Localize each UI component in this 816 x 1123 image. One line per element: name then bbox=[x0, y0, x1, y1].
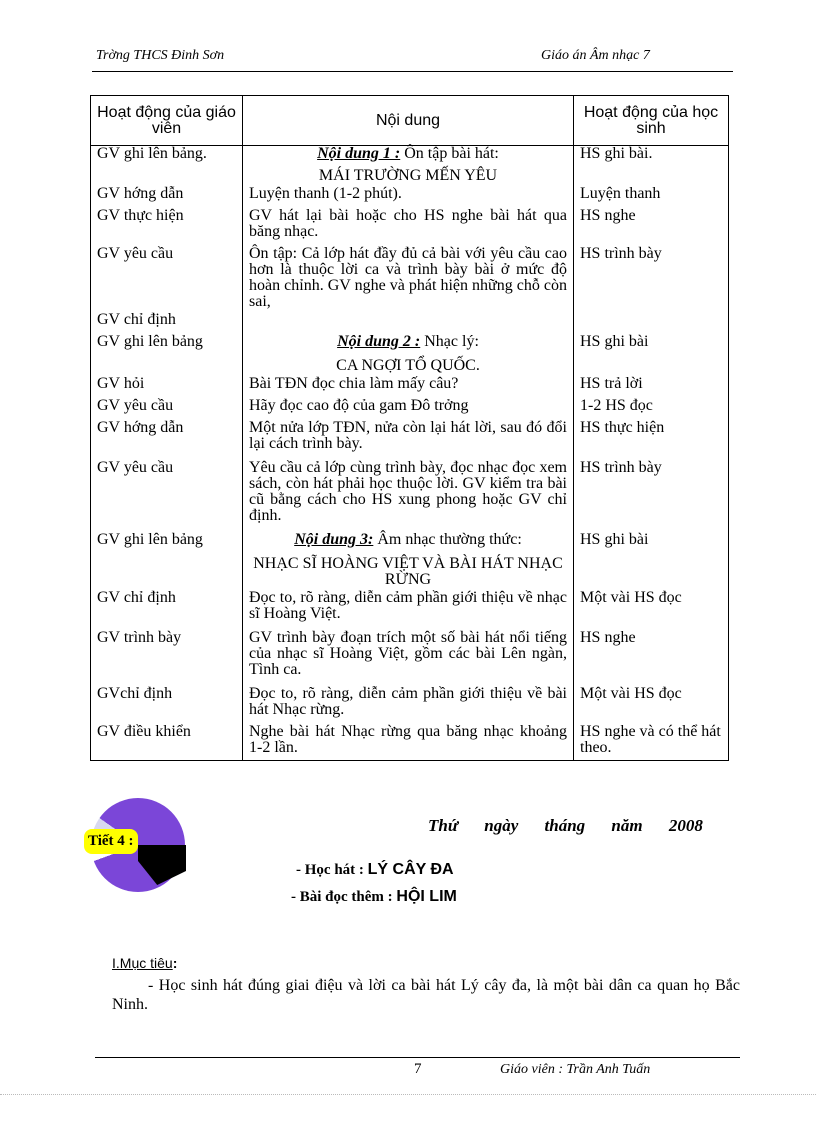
section-2-heading bbox=[243, 334, 574, 354]
hs-cell: HS trả lời bbox=[574, 376, 729, 398]
gv-cell: GV ghi lên bảng bbox=[91, 532, 243, 552]
gv-cell: GVchỉ định bbox=[91, 686, 243, 724]
gv-cell: GV yêu cầu bbox=[91, 398, 243, 420]
hoc-hat-label: - Học hát : bbox=[296, 862, 364, 878]
lesson-date: Thứ ngày tháng năm 2008 bbox=[428, 816, 703, 835]
header-subject: Giáo án Âm nhạc 7 bbox=[541, 48, 650, 63]
table-row bbox=[91, 312, 729, 334]
hs-cell: HS trình bày bbox=[574, 460, 729, 532]
table-row bbox=[91, 590, 729, 630]
table-row bbox=[91, 146, 729, 163]
hs-cell: Một vài HS đọc bbox=[574, 590, 729, 630]
hs-cell: 1-2 HS đọc bbox=[574, 398, 729, 420]
table-row bbox=[91, 420, 729, 460]
tiet-label: Tiết 4 : bbox=[84, 829, 138, 854]
objectives-heading-text: I.Mục tiêu bbox=[112, 955, 173, 971]
table-row bbox=[91, 532, 729, 552]
table-row bbox=[91, 334, 729, 354]
header-teacher: Hoạt động của giáo viên bbox=[91, 96, 243, 146]
header-school: Trờng THCS Đinh Sơn bbox=[96, 48, 225, 63]
hs-cell: HS ghi bài bbox=[574, 532, 729, 552]
table-row bbox=[91, 208, 729, 246]
gv-cell: GV trình bày bbox=[91, 630, 243, 686]
table-row bbox=[91, 686, 729, 724]
nd-cell: Đọc to, rõ ràng, diễn cảm phần giới thiệu về bài hát Nhạc rừng. bbox=[243, 686, 574, 724]
objectives-text: - Học sinh hát đúng giai điệu và lời ca bài hát Lý cây đa, là một bài dân ca quan họ Bắc Ninh. bbox=[112, 977, 740, 1013]
nd-cell: Bài TĐN đọc chia làm mấy câu? bbox=[243, 376, 574, 398]
table-row bbox=[91, 724, 729, 760]
hs-cell: HS nghe và có thể hát theo. bbox=[574, 724, 729, 760]
nd-cell: Nghe bài hát Nhạc rừng qua băng nhạc khoảng 1-2 lần. bbox=[243, 724, 574, 760]
section-1-label: Nội dung 1 : bbox=[317, 145, 401, 162]
hs-cell: HS ghi bài bbox=[574, 334, 729, 354]
footer-teacher: Giáo viên : Trần Anh Tuấn bbox=[500, 1062, 651, 1077]
bai-doc-label: - Bài đọc thêm : bbox=[291, 889, 393, 905]
table-row bbox=[91, 162, 729, 186]
hoc-hat-title: LÝ CÂY ĐA bbox=[367, 861, 454, 878]
hs-cell: HS nghe bbox=[574, 630, 729, 686]
hs-cell: Một vài HS đọc bbox=[574, 686, 729, 724]
lesson-table bbox=[90, 95, 729, 761]
hs-cell: HS thực hiện bbox=[574, 420, 729, 460]
table-row bbox=[91, 398, 729, 420]
gv-cell: GV chỉ định bbox=[91, 312, 243, 334]
gv-cell: GV ghi lên bảng bbox=[91, 334, 243, 354]
section-2-text: Nhạc lý: bbox=[420, 333, 479, 350]
table-row bbox=[91, 552, 729, 590]
hoc-hat-line bbox=[296, 861, 454, 879]
gv-cell: GV điều khiển bbox=[91, 724, 243, 760]
section-2-label: Nội dung 2 : bbox=[337, 333, 421, 350]
bai-doc-line bbox=[291, 888, 457, 906]
nd-cell: Yêu cầu cả lớp cùng trình bày, đọc nhạc đọc xem sách, còn hát phải học thuộc lời. GV kiểm tra bài cũ bằng cách cho HS xung phong hoặc GV chỉ định. bbox=[243, 460, 574, 532]
gv-cell: GV thực hiện bbox=[91, 208, 243, 246]
nd-cell: GV hát lại bài hoặc cho HS nghe bài hát qua băng nhạc. bbox=[243, 208, 574, 246]
section-3-label: Nội dung 3: bbox=[294, 531, 374, 548]
bai-doc-title: HỘI LIM bbox=[396, 888, 457, 905]
nd-cell: Một nửa lớp TĐN, nửa còn lại hát lời, sau đó đổi lại cách trình bày. bbox=[243, 420, 574, 460]
header-content: Nội dung bbox=[243, 96, 574, 146]
table-row bbox=[91, 186, 729, 208]
table-row bbox=[91, 460, 729, 532]
table-row bbox=[91, 630, 729, 686]
section-1-title: MÁI TRƯỜNG MẾN YÊU bbox=[243, 162, 574, 186]
table-row bbox=[91, 354, 729, 376]
gv-cell: GV yêu cầu bbox=[91, 246, 243, 312]
section-2-title: CA NGỢI TỔ QUỐC. bbox=[243, 354, 574, 376]
gv-cell: GV hỏi bbox=[91, 376, 243, 398]
gv-cell: GV hớng dẫn bbox=[91, 420, 243, 460]
footer-rule bbox=[95, 1057, 740, 1058]
gv-cell: GV hớng dẫn bbox=[91, 186, 243, 208]
nd-cell: Hãy đọc cao độ của gam Đô trởng bbox=[243, 398, 574, 420]
nd-cell: Luyện thanh (1-2 phút). bbox=[243, 186, 574, 208]
section-3-text: Âm nhạc thường thức: bbox=[373, 531, 522, 548]
section-3-title: NHẠC SĨ HOÀNG VIỆT VÀ BÀI HÁT NHẠC RỪNG bbox=[243, 552, 574, 590]
hs-cell: HS nghe bbox=[574, 208, 729, 246]
page-edge-divider bbox=[0, 1094, 816, 1095]
gv-cell: GV ghi lên bảng. bbox=[91, 146, 243, 163]
header-rule bbox=[92, 71, 733, 72]
objectives-heading bbox=[112, 955, 177, 971]
section-3-heading bbox=[243, 532, 574, 552]
gv-cell: GV yêu cầu bbox=[91, 460, 243, 532]
hs-cell: Luyện thanh bbox=[574, 186, 729, 208]
objectives-heading-colon: : bbox=[172, 955, 178, 971]
gv-cell: GV chỉ định bbox=[91, 590, 243, 630]
section-1-heading bbox=[243, 146, 574, 163]
nd-cell: Ôn tập: Cả lớp hát đầy đủ cả bài với yêu cầu cao hơn là thuộc lời ca và trình bày bài ở mức độ hoàn chỉnh. GV nghe và phát hiện những chỗ còn sai, bbox=[243, 246, 574, 312]
nd-cell: Đọc to, rõ ràng, diễn cảm phần giới thiệu về nhạc sĩ Hoàng Việt. bbox=[243, 590, 574, 630]
table-row bbox=[91, 246, 729, 312]
table-row bbox=[91, 376, 729, 398]
header-student: Hoạt động của học sinh bbox=[574, 96, 729, 146]
page-number: 7 bbox=[414, 1061, 422, 1077]
nd-cell: GV trình bày đoạn trích một số bài hát nổi tiếng của nhạc sĩ Hoàng Việt, gồm các bài Lên ngàn, Tình ca. bbox=[243, 630, 574, 686]
hs-cell: HS trình bày bbox=[574, 246, 729, 312]
section-1-text: Ôn tập bài hát: bbox=[400, 145, 499, 162]
hs-cell: HS ghi bài. bbox=[574, 146, 729, 163]
